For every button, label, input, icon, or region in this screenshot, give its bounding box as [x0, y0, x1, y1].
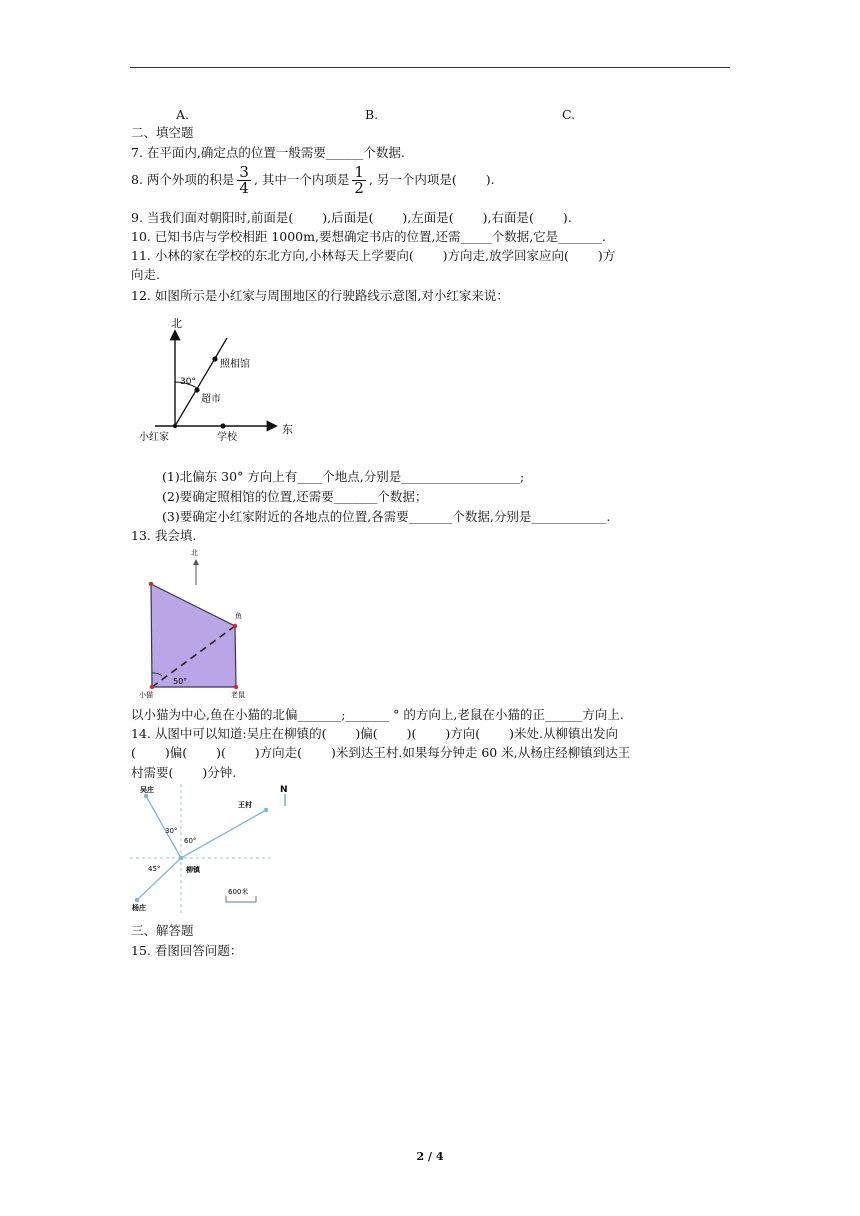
cat-fish-mouse-diagram: [135, 545, 255, 700]
wuzhuang-point: [144, 794, 149, 799]
yangzhuang-point: [135, 898, 140, 903]
question-14-line-1: 14. 从图中可以知道:吴庄在柳镇的( )偏( )( )方向( )米处.从柳镇出发向: [131, 726, 618, 741]
photo-studio-point: [212, 356, 217, 361]
angle-60-label: 60°: [184, 837, 197, 845]
header-rule: [130, 67, 730, 68]
cat-point: [150, 685, 154, 689]
fish-label: 鱼: [235, 612, 242, 620]
question-13-answer-line: 以小猫为中心,鱼在小猫的北偏_______;_______ ° 的方向上,老鼠在小猫的正______方向上.: [131, 707, 624, 722]
fraction-numerator: 3: [239, 163, 249, 181]
angle-30-label: 30°: [165, 827, 178, 835]
question-12-part-3: (3)要确定小红家附近的各地点的位置,各需要_______个数据,分别是____________.: [162, 509, 611, 524]
wuzhuang-label: 吴庄: [140, 786, 154, 794]
home-label: 小红家: [139, 432, 169, 443]
page-number: 2 / 4: [416, 1150, 444, 1163]
school-point: [220, 423, 225, 428]
photo-studio-label: 照相馆: [220, 359, 250, 370]
choice-b: B.: [365, 107, 379, 122]
fraction-one-half: [352, 165, 366, 196]
section-heading-answer: 三、解答题: [131, 923, 194, 938]
angle-45-label: 45°: [148, 865, 161, 873]
question-8: [131, 165, 495, 196]
question-12: 12. 如图所示是小红家与周围地区的行驶路线示意图,对小红家来说：: [131, 288, 509, 303]
angle-label: 30°: [180, 377, 196, 387]
question-12-part-2: (2)要确定照相馆的位置,还需要_______个数据；: [162, 489, 428, 504]
choice-a: A.: [176, 107, 190, 122]
north-label: 北: [191, 549, 198, 557]
cat-label: 小猫: [139, 691, 153, 699]
north-label: N: [280, 785, 288, 795]
q8-middle: , 其中一个内项是: [253, 172, 350, 187]
wangcun-point: [264, 808, 269, 813]
q8-prefix: 8. 两个外项的积是: [131, 172, 235, 187]
vertex-point: [149, 582, 153, 586]
question-7: 7. 在平面内,确定点的位置一般需要______个数据.: [131, 145, 405, 160]
village-route-map: [128, 782, 303, 917]
fish-point: [233, 624, 237, 628]
east-label: 东: [282, 423, 293, 436]
question-12-part-1: (1)北偏东 30° 方向上有____个地点,分别是___________________;: [162, 469, 525, 484]
liuzhen-label: 柳镇: [186, 866, 200, 874]
route-to-wangcun: [181, 810, 266, 858]
scale-label: 600米: [228, 888, 249, 896]
wangcun-label: 王村: [238, 801, 252, 809]
north-label: 北: [171, 317, 182, 330]
route-diagram-xiaohong: [135, 312, 305, 447]
mouse-label: 老鼠: [231, 691, 245, 699]
choice-c: C.: [562, 107, 576, 122]
fraction-denominator: 2: [354, 179, 364, 197]
liuzhen-point: [179, 856, 184, 861]
mouse-point: [234, 685, 238, 689]
school-label: 学校: [217, 432, 237, 443]
scale-bar: [226, 896, 256, 902]
question-9: 9. 当我们面对朝阳时,前面是( ),后面是( ),左面是( ),右面是( ).: [131, 210, 572, 225]
fraction-three-quarters: [237, 165, 251, 196]
supermarket-point: [194, 387, 199, 392]
question-11-line-1: 11. 小林的家在学校的东北方向,小林每天上学要向( )方向走,放学回家应向( )方: [131, 248, 616, 263]
angle-label: 50°: [173, 677, 188, 686]
question-13: 13. 我会填.: [131, 528, 197, 543]
question-15: 15. 看图回答问题：: [131, 943, 243, 958]
supermarket-label: 超市: [201, 394, 221, 405]
question-11-line-2: 向走.: [131, 267, 160, 282]
question-14-line-2: ( )偏( )( )方向走( )米到达王村.如果每分钟走 60 米,从杨庄经柳镇到达王: [131, 745, 631, 760]
home-point: [173, 424, 177, 428]
question-14-line-3: 村需要( )分钟.: [131, 765, 237, 780]
section-heading-fill-in: 二、填空题: [131, 125, 194, 140]
question-10: 10. 已知书店与学校相距 1000m,要想确定书店的位置,还需_____个数据,它是_______.: [131, 229, 606, 244]
yangzhuang-label: 杨庄: [132, 904, 146, 912]
fraction-denominator: 4: [239, 179, 249, 197]
q8-suffix: , 另一个内项是( ).: [368, 172, 495, 187]
fraction-numerator: 1: [354, 163, 364, 181]
